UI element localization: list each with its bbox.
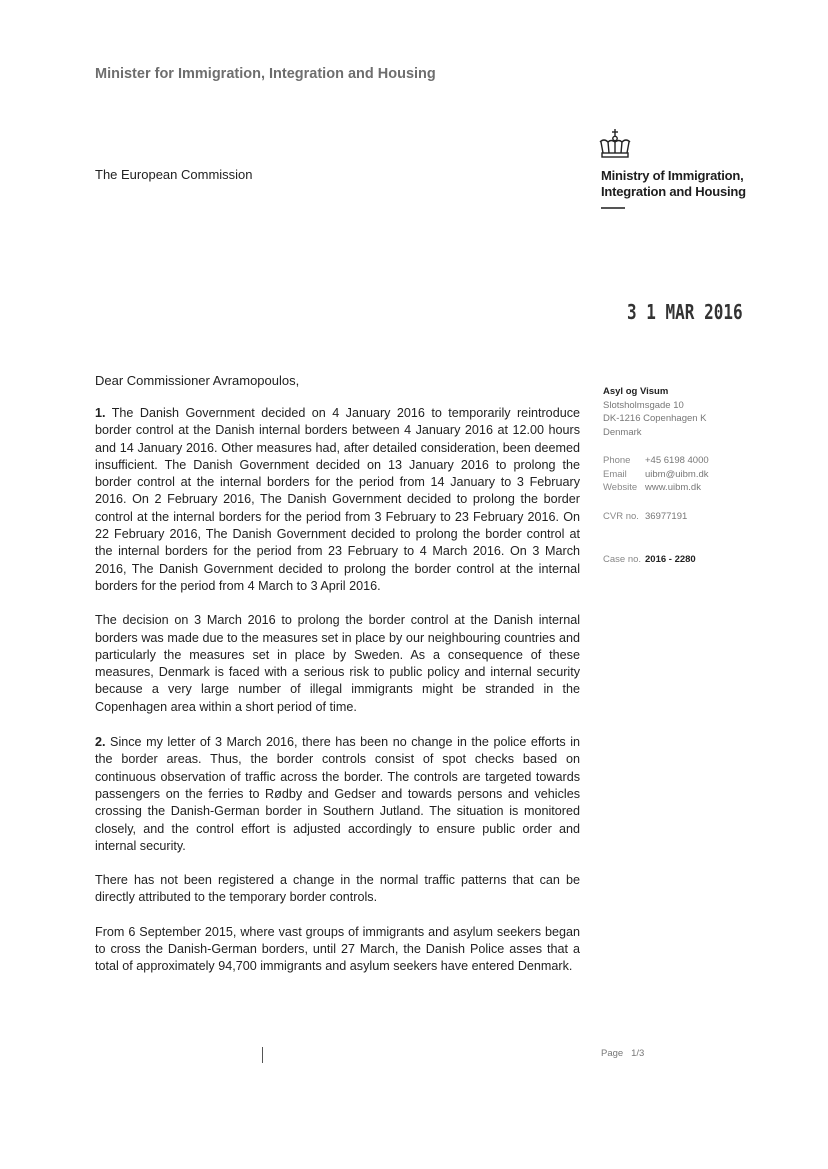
paragraph-text: There has not been registered a change in the normal traffic patterns that can be directly attributed to the temporary border controls. [95,873,580,905]
page-number [601,1048,644,1059]
paragraph-text: From 6 September 2015, where vast groups of immigrants and asylum seekers began to cross the Danish-German borders, until 27 March, the Danish Police asses that a total of approximately 94,700 immigrants and asylum seekers have entered Denmark. [95,924,580,974]
case-row [603,553,763,567]
paragraph-text: The Danish Government decided on 4 January 2016 to temporarily reintroduce border control at the Danish internal borders between 4 January 2016 at 12.00 hours and 14 January 2016. Other measures had, after detailed consideration, been deemed insufficient. The Danish Government decided on 13 January 2016 to prolong the border control at the internal borders for the period from 14 January to 3 February 2016. On 2 February 2016, The Danish Government decided to prolong the border control at the internal borders for the period from 3 February to 23 February 2016. On 22 February 2016, The Danish Government decided to prolong the border control at the internal borders for the period from 23 February to 4 March 2016. On 3 March 2016, The Danish Government decided to prolong the border control at the internal borders for the period from 4 March to 3 April 2016. [95,406,580,593]
date-stamp: 3 1 MAR 2016 [627,300,743,324]
email-row [603,468,763,482]
sender-info [603,385,763,567]
city: DK-1216 Copenhagen K [603,413,707,424]
salutation: Dear Commissioner Avramopoulos, [95,373,300,388]
scan-mark [262,1047,263,1063]
page-label: Page [601,1048,624,1059]
crown-icon [596,128,634,160]
ministry-name-line2: Integration and Housing [601,184,746,199]
paragraph [95,872,580,907]
phone-label: Phone [603,455,631,466]
ministry-name [601,168,746,200]
paragraph-text: Since my letter of 3 March 2016, there has been no change in the police efforts in the border areas. Thus, the border controls consist of spot checks based on continuous observation of traffic across the border. The controls are targeted towards passengers on the ferries to Rødby and Gedser and towards persons and vehicles crossing the Danish-German border in Southern Jutland. The situation is monitored closely, and the control effort is adjusted accordingly to ensure public order and internal security. [95,735,580,853]
cvr-value: 36977191 [645,510,688,522]
paragraph [95,924,580,976]
paragraph [95,734,580,855]
website-value[interactable]: www.uibm.dk [645,482,701,493]
website-row [603,481,763,495]
letter-body [95,405,580,993]
paragraph-text: The decision on 3 March 2016 to prolong the border control at the Danish internal borders was made due to the measures set in place by our neighbouring countries and particularly the measures set in place by Sweden. As a consequence of these measures, Denmark is faced with a serious risk to public policy and internal security because a very large number of illegal immigrants might be stranded in the Copenhagen area within a short period of time. [95,613,580,714]
paragraph [95,612,580,716]
phone-value: +45 6198 4000 [645,455,709,466]
page-value: 1/3 [631,1048,645,1059]
email-label: Email [603,468,627,480]
street: Slotsholmsgade 10 [603,399,684,411]
case-value: 2016 - 2280 [645,554,696,565]
case-label: Case no. [603,554,642,565]
website-label: Website [603,482,638,493]
cvr-label: CVR no. [603,510,639,522]
department: Asyl og Visum [603,386,669,397]
recipient: The European Commission [95,167,253,182]
minister-title: Minister for Immigration, Integration and Housing [95,66,436,82]
paragraph [95,405,580,595]
country: Denmark [603,426,642,438]
phone-row [603,454,763,468]
paragraph-number: 1. [95,406,106,420]
cvr-row [603,510,763,524]
paragraph-number: 2. [95,735,106,750]
ministry-divider [601,207,625,209]
email-value[interactable]: uibm@uibm.dk [645,468,709,480]
ministry-name-line1: Ministry of Immigration, [601,168,744,183]
